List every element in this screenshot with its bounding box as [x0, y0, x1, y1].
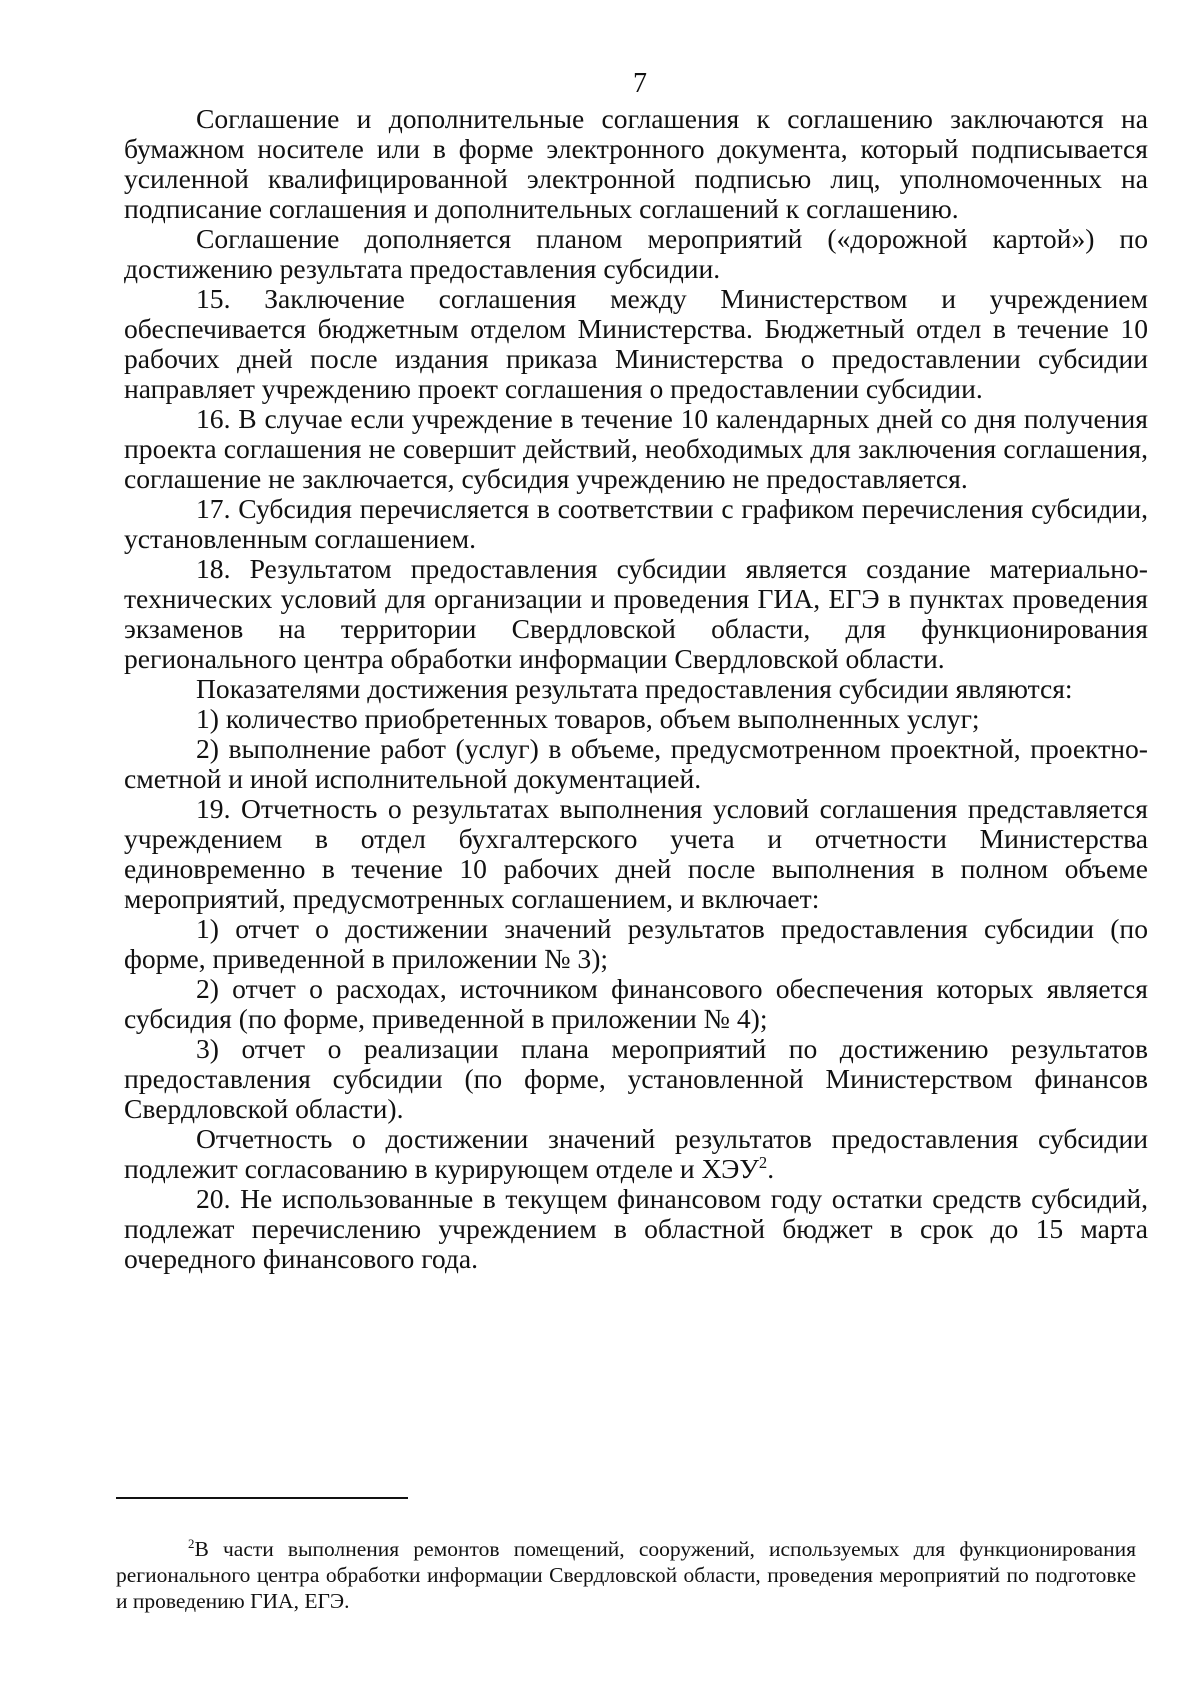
footnote-separator — [116, 1497, 408, 1499]
paragraph-indicator-1: 1) количество приобретенных товаров, объем выполненных услуг; — [196, 703, 980, 734]
paragraph-roadmap: Соглашение дополняется планом мероприятий («дорожной картой») по достижению результата предоставления субсидии. — [124, 223, 1148, 284]
paragraph-16: 16. В случае если учреждение в течение 10 календарных дней со дня получения проекта соглашения не совершит действий, необходимых для заключения соглашения, соглашение не заключается, субсидия учреждению не предоставляется. — [124, 403, 1148, 494]
paragraph-20: 20. Не использованные в текущем финансовом году остатки средств субсидий, подлежат перечислению учреждением в областной бюджет в срок до 15 марта очередного финансового года. — [124, 1183, 1148, 1274]
paragraph-agreement-form: Соглашение и дополнительные соглашения к соглашению заключаются на бумажном носителе или в форме электронного документа, который подписывается усиленной квалифицированной электронной подписью лиц, уполномоченных на подписание соглашения и дополнительных соглашений к соглашению. — [124, 103, 1148, 224]
footnote-text: В части выполнения ремонтов помещений, сооружений, используемых для функционирования регионального центра обработки информации Свердловской области, проведения мероприятий по подготовке и проведению ГИА, ЕГЭ. — [116, 1537, 1136, 1613]
page-number: 7 — [633, 68, 647, 99]
paragraph-reporting-approval — [124, 1124, 1148, 1184]
paragraph-18: 18. Результатом предоставления субсидии является создание материально-технических условий для организации и проведения ГИА, ЕГЭ в пунктах проведения экзаменов на территории Свердловской области, для функционирования регионального центра обработки информации Свердловской области. — [124, 553, 1148, 674]
footnote — [116, 1536, 1136, 1614]
footnote-reference: 2 — [758, 1152, 768, 1172]
footnote-marker: 2 — [188, 1536, 195, 1551]
paragraph-15: 15. Заключение соглашения между Министерством и учреждением обеспечивается бюджетным отделом Министерства. Бюджетный отдел в течение 10 рабочих дней после издания приказа Министерства о предоставлении субсидии направляет учреждению проект соглашения о предоставлении субсидии. — [124, 283, 1148, 404]
paragraph-report-1: 1) отчет о достижении значений результатов предоставления субсидии (по форме, приведенной в приложении № 3); — [124, 913, 1148, 974]
paragraph-indicator-2: 2) выполнение работ (услуг) в объеме, предусмотренном проектной, проектно-сметной и иной исполнительной документацией. — [124, 733, 1148, 794]
paragraph-19: 19. Отчетность о результатах выполнения условий соглашения представляется учреждением в отдел бухгалтерского учета и отчетности Министерства единовременно в течение 10 рабочих дней после выполнения в полном объеме мероприятий, предусмотренных соглашением, и включает: — [124, 793, 1148, 914]
paragraph-report-3: 3) отчет о реализации плана мероприятий по достижению результатов предоставления субсидии (по форме, установленной Министерством финансов Свердловской области). — [124, 1033, 1148, 1124]
paragraph-report-2: 2) отчет о расходах, источником финансового обеспечения которых является субсидия (по форме, приведенной в приложении № 4); — [124, 973, 1148, 1034]
paragraph-indicators-intro: Показателями достижения результата предоставления субсидии являются: — [196, 673, 1073, 704]
document-body — [124, 104, 1148, 1274]
reporting-approval-period: . — [767, 1153, 775, 1184]
reporting-approval-text: Отчетность о достижении значений результатов предоставления субсидии подлежит согласованию в курирующем отделе и ХЭУ — [124, 1123, 1148, 1184]
paragraph-17: 17. Субсидия перечисляется в соответствии с графиком перечисления субсидии, установленным соглашением. — [124, 493, 1148, 554]
